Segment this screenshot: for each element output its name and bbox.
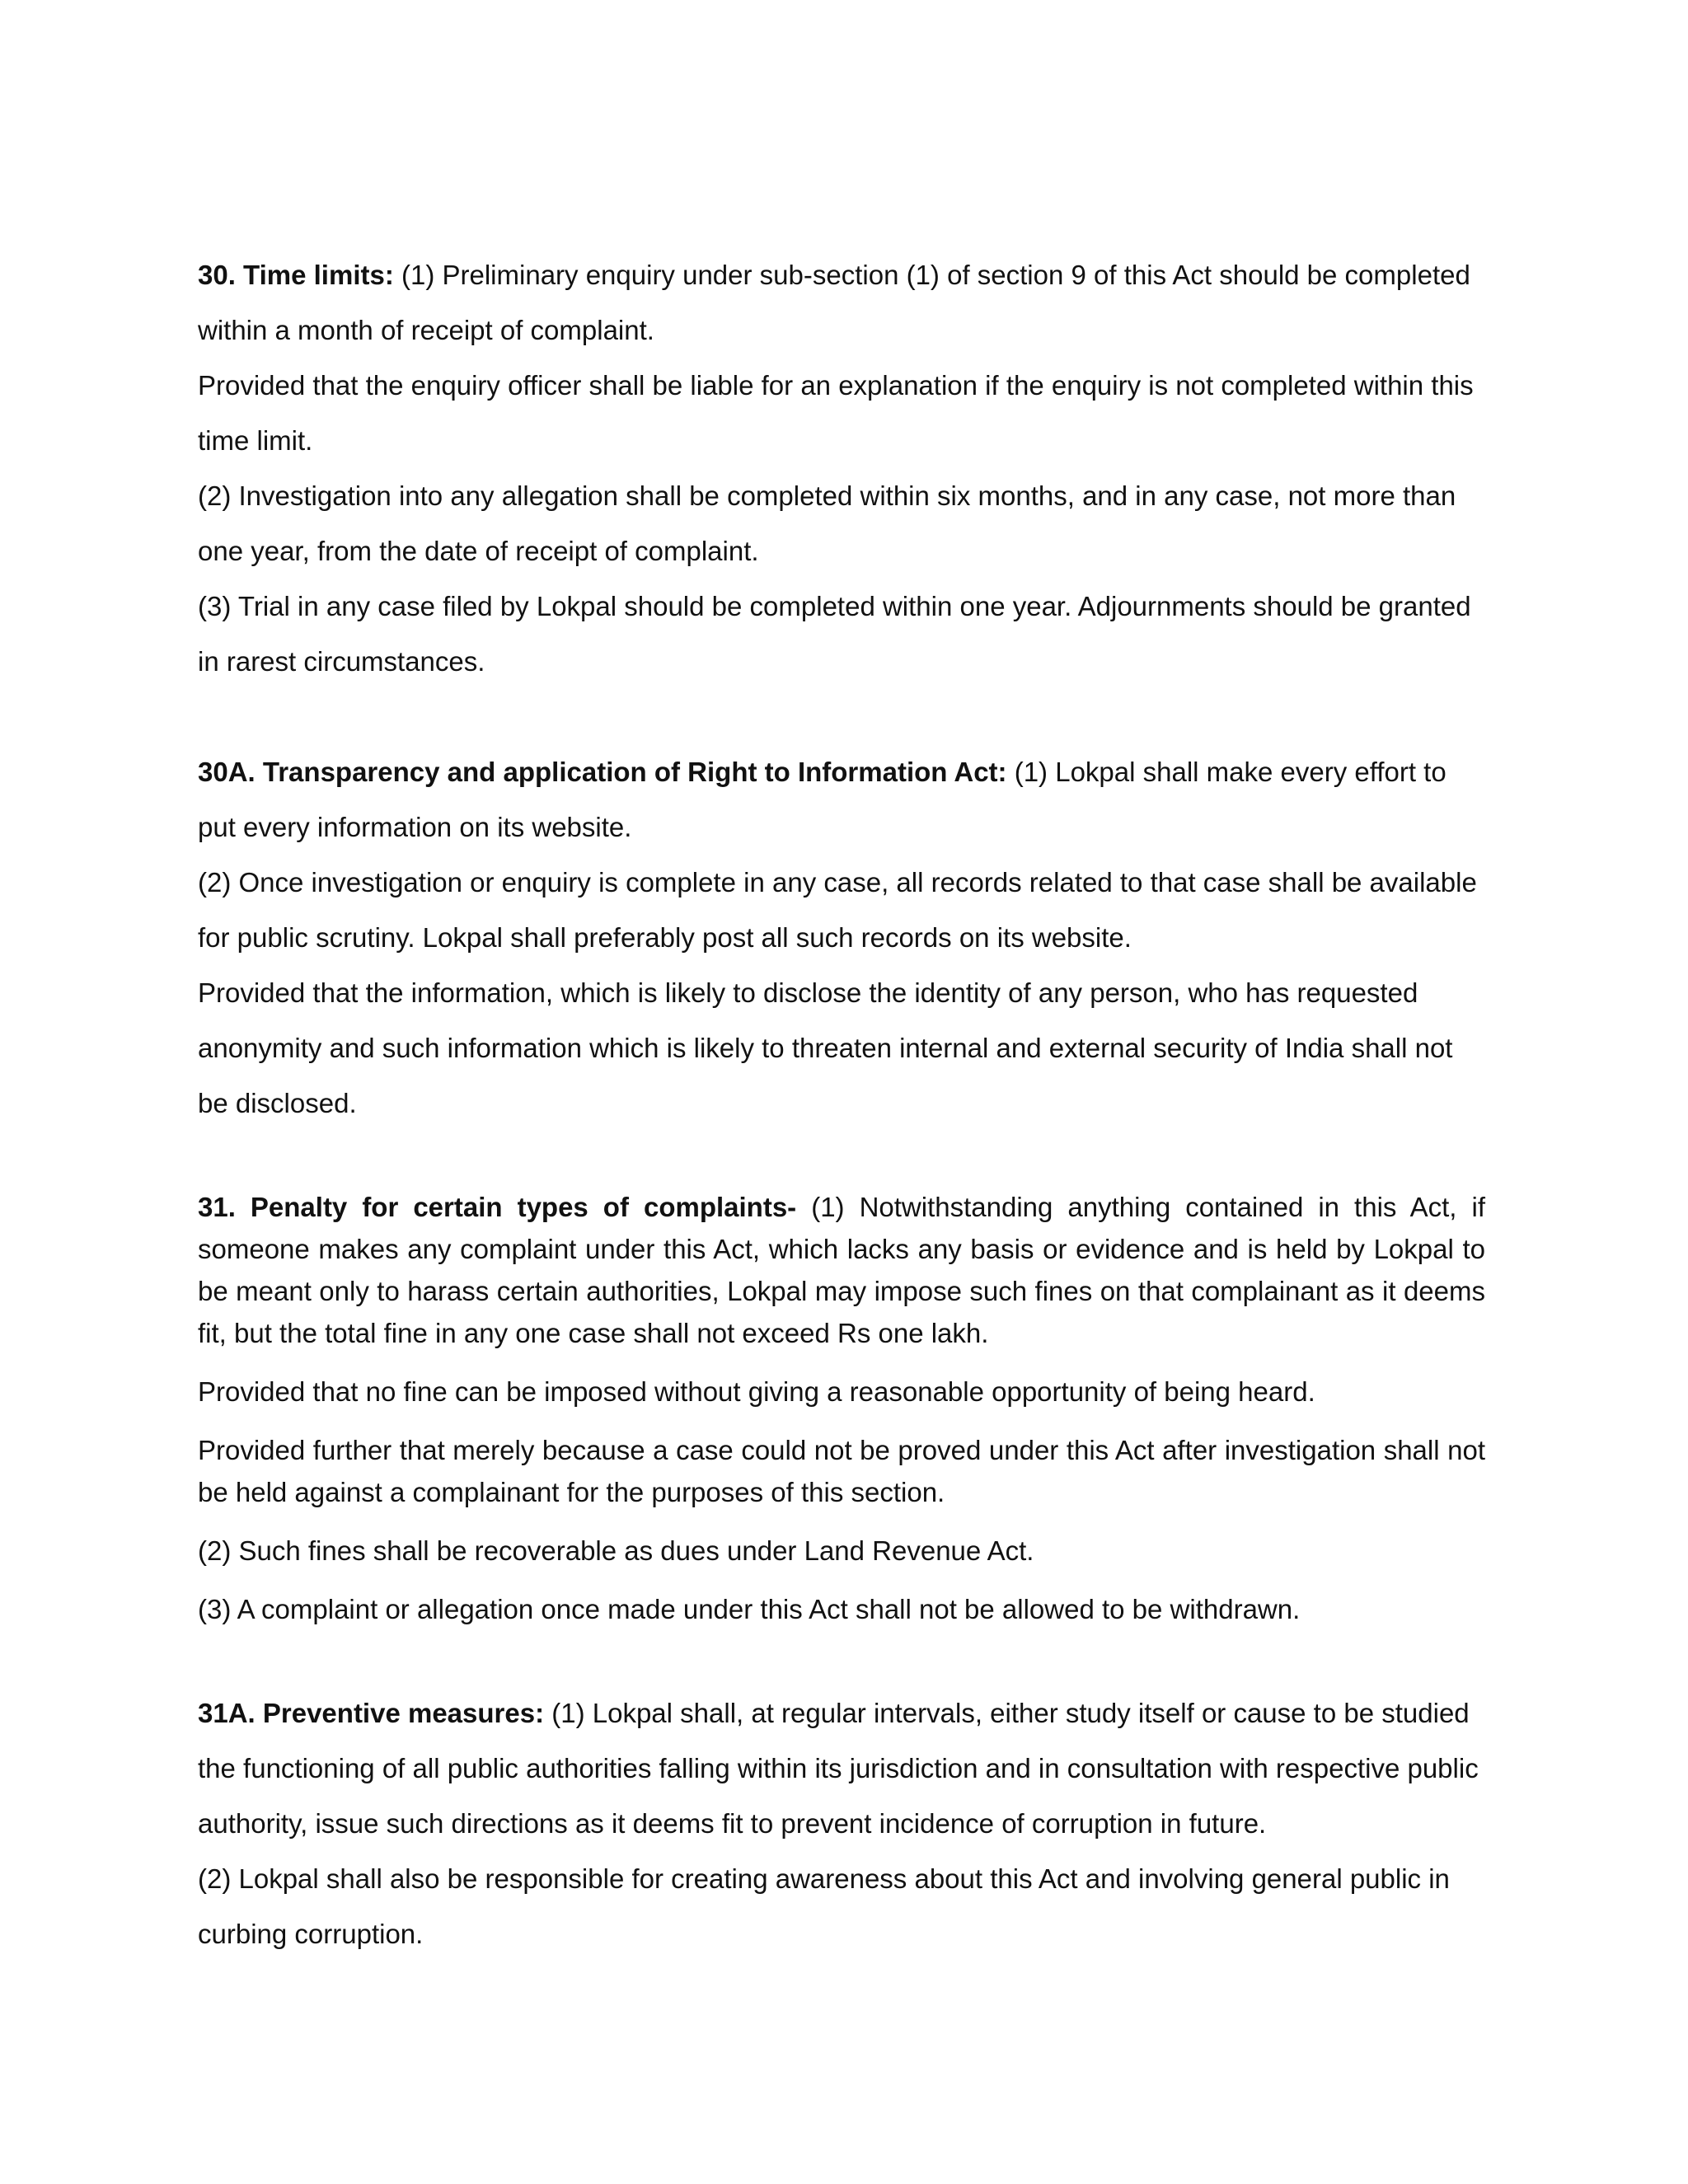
paragraph: Provided that the information, which is likely to disclose the identity of any person, who has requested anonymity and such information which is likely to threaten internal and external security of India shall not be disclosed. [198,977,1453,1118]
paragraph [198,1186,1485,1354]
paragraph [198,1685,1485,1851]
section-31-penalty [198,1186,1485,1630]
section-30-time-limits [198,247,1485,689]
section-spacer [198,1647,1485,1685]
document-page [198,247,1485,1961]
section-spacer [198,1131,1485,1186]
paragraph-text: (1) Lokpal shall make every effort to put every information on its website. [198,757,1447,842]
paragraph: Provided that the enquiry officer shall be liable for an explanation if the enquiry is not completed within this time limit. [198,370,1474,456]
paragraph: Provided that no fine can be imposed without giving a reasonable opportunity of being heard. [198,1376,1315,1407]
paragraph: (3) A complaint or allegation once made under this Act shall not be allowed to be withdrawn. [198,1594,1301,1624]
paragraph-text: (1) Preliminary enquiry under sub-section (1) of section 9 of this Act should be completed within a month of receipt of complaint. [198,260,1470,345]
paragraph-text: (1) Notwithstanding anything contained in this Act, if someone makes any complaint under this Act, which lacks any basis or evidence and is held by Lokpal to be meant only to harass certain authorities, Lokpal may impose such fines on that complainant as it deems fit, but the total fine in any one case shall not exceed Rs one lakh. [198,1192,1485,1348]
section-30a-transparency [198,744,1485,1131]
section-heading: 30A. Transparency and application of Right to Information Act: [198,757,1007,787]
section-heading: 31A. Preventive measures: [198,1698,545,1728]
paragraph: Provided further that merely because a case could not be proved under this Act after investigation shall not be held against a complainant for the purposes of this section. [198,1435,1485,1507]
paragraph [198,247,1485,358]
section-31a-preventive-measures [198,1685,1485,1961]
section-spacer [198,689,1485,744]
paragraph: (3) Trial in any case filed by Lokpal should be completed within one year. Adjournments should be granted in rarest circumstances. [198,591,1471,677]
paragraph: (2) Lokpal shall also be responsible for creating awareness about this Act and involving general public in curbing corruption. [198,1863,1450,1949]
section-heading: 31. Penalty for certain types of complaints- [198,1192,797,1222]
paragraph: (2) Investigation into any allegation shall be completed within six months, and in any case, not more than one year, from the date of receipt of complaint. [198,480,1456,566]
paragraph: (2) Such fines shall be recoverable as dues under Land Revenue Act. [198,1535,1034,1566]
paragraph [198,744,1485,855]
paragraph: (2) Once investigation or enquiry is complete in any case, all records related to that case shall be available for public scrutiny. Lokpal shall preferably post all such records on its website. [198,867,1477,953]
paragraph-text: (1) Lokpal shall, at regular intervals, either study itself or cause to be studied the functioning of all public authorities falling within its jurisdiction and in consultation with respective public authority, issue such directions as it deems fit to prevent incidence of corruption in future. [198,1698,1479,1839]
section-heading: 30. Time limits: [198,260,394,290]
